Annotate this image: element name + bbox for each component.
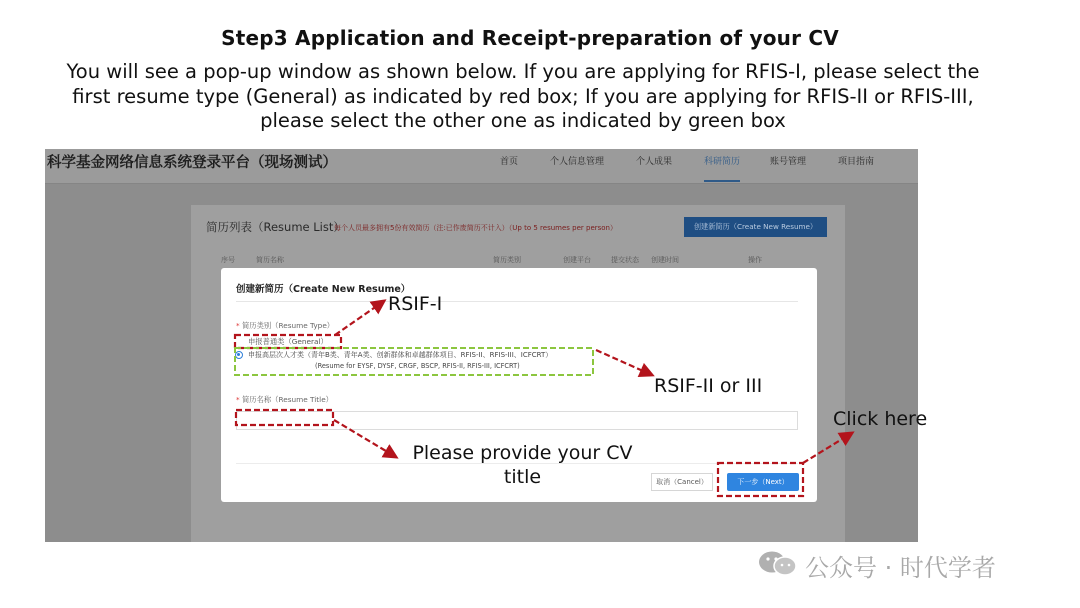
resume-type-label [236, 321, 334, 331]
nav-account[interactable]: 账号管理 [770, 157, 807, 167]
col-header-time: 创建时间 [651, 256, 679, 264]
resume-list-title: 简历列表（Resume List） [206, 220, 345, 234]
cancel-button[interactable]: 取消（Cancel） [651, 473, 713, 491]
nav-research-cv[interactable]: 科研简历 [704, 154, 740, 182]
wechat-icon [758, 550, 798, 576]
resume-type-general-option[interactable]: 申报普通类（General） [248, 337, 328, 346]
instruction-line-3: please select the other one as indicated by green box [260, 109, 786, 132]
platform-title: 科学基金网络信息系统登录平台（现场测试） [47, 155, 337, 171]
resume-type-label-text: 简历类别（Resume Type） [241, 321, 335, 330]
required-mark: * [236, 321, 240, 330]
resume-title-input[interactable] [236, 411, 798, 430]
nav-guide[interactable]: 项目指南 [838, 157, 875, 167]
col-header-type: 简历类别 [493, 256, 521, 264]
create-resume-button[interactable]: 创建新简历（Create New Resume） [684, 217, 827, 237]
main-nav [45, 154, 918, 184]
annotation-click-here: Click here [833, 408, 928, 430]
high-level-option-sublabel: (Resume for EYSF, DYSF, CRGF, BSCP, RFIS-II, RFIS-III, ICFCRT) [315, 362, 520, 370]
col-header-actions: 操作 [748, 256, 762, 264]
watermark-text: 公众号 · 时代学者 [805, 554, 996, 582]
resume-title-label-text: 简历名称（Resume Title） [241, 395, 333, 404]
resume-list-note: 每个人员最多拥有5份有效简历（注:已作废简历不计入）（Up to 5 resumes per person） [334, 224, 617, 232]
col-header-platform: 创建平台 [563, 256, 591, 264]
resume-title-label [236, 395, 333, 405]
next-button[interactable]: 下一步（Next） [727, 473, 799, 491]
required-mark: * [236, 395, 240, 404]
annotation-rsif23: RSIF-II or III [654, 375, 763, 397]
col-header-index: 序号 [221, 256, 235, 264]
high-level-option-label: 申报高层次人才类（青年B类、青年A类、创新群体和卓越群体项目、RFIS-II、RFIS-III、ICFCRT） [248, 351, 553, 359]
col-header-name: 简历名称 [256, 256, 284, 264]
slide-instructions [30, 60, 1016, 134]
annotation-rsif1: RSIF-I [388, 293, 443, 315]
radio-selected-icon[interactable] [235, 351, 243, 359]
instruction-line-1: You will see a pop-up window as shown below. If you are applying for RFIS-I, please select the [66, 60, 980, 83]
annotation-cv-title: Please provide your CV title [412, 442, 633, 488]
modal-divider [236, 301, 798, 302]
modal-title: 创建新简历（Create New Resume） [236, 284, 411, 295]
nav-personal-info[interactable]: 个人信息管理 [550, 157, 605, 167]
instruction-line-2: first resume type (General) as indicated by red box; If you are applying for RFIS-II or RFIS-III, [72, 84, 974, 108]
nav-achievements[interactable]: 个人成果 [636, 157, 673, 167]
slide-title: Step3 Application and Receipt-preparation of your CV [221, 26, 839, 50]
col-header-status: 提交状态 [611, 256, 639, 264]
nav-home[interactable]: 首页 [500, 157, 519, 167]
